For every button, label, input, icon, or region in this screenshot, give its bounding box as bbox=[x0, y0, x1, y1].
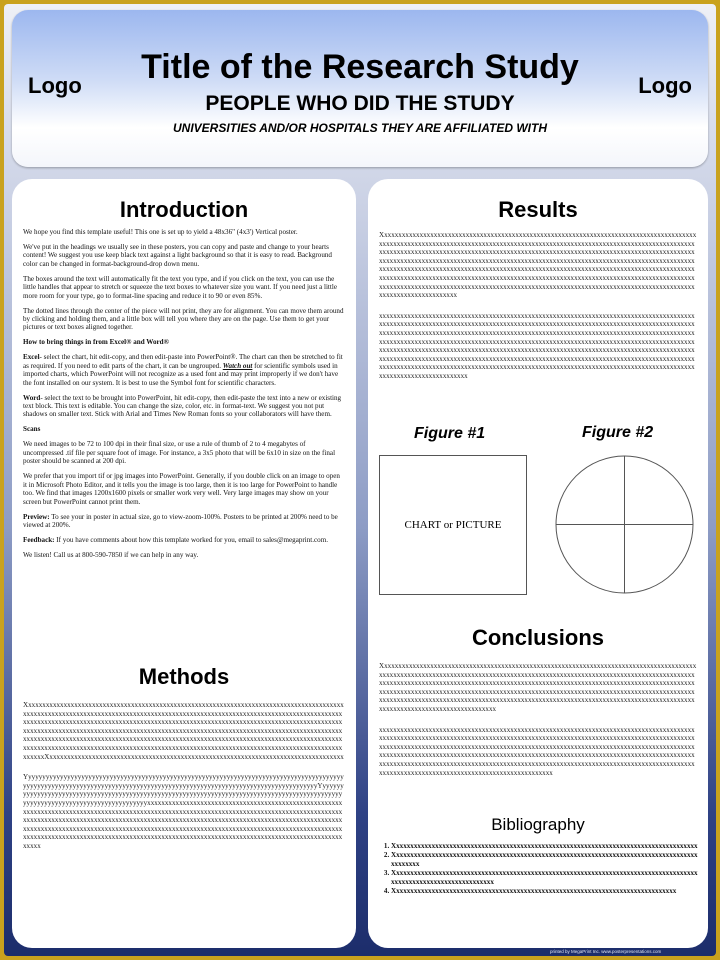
bibliography-item: 2. Xxxxxxxxxxxxxxxxxxxxxxxxxxxxxxxxxxxxxxxxxxxxxxxxxxxxxxxxxxxxxxxxxxxxxxxxxxxxxxxxxxxxxxxxxxxxxx bbox=[391, 851, 701, 868]
bibliography-item: 3. Xxxxxxxxxxxxxxxxxxxxxxxxxxxxxxxxxxxxxxxxxxxxxxxxxxxxxxxxxxxxxxxxxxxxxxxxxxxxxxxxxxxxxxxxxxxxxxxxxxxxxxxxxxxxxxxxxxx bbox=[391, 869, 701, 886]
methods-paragraph-2: YyyyyyyyyyyyyyyyyyyyyyyyyyyyyyyyyyyyyyyyyyyyyyyyyyyyyyyyyyyyyyyyyyyyyyyyyyyyyyyyyyyyyyyyyyyyyyyyyyyyyyyyyyyyyyyyyyyyyyyyyyyyyyyyyyyyyyyyyyyyyyyyyyyyyyyyyyyyyyyyyyyyyyyyyyyyyYyyyyyyyyyyyyyyyyyyyyyyyyyyyyyyyyyyyyyyyyyyyyyyyyyyyyyyyyyyyyyyyyyyyyyyyyyyyyyyyyyyyyyyyyyyyyyyyyyyyyyyyyyyyyyyyyyyyyyyyyyyyyyyyyyyyxxxxxxxxxxxxxxxxxxxxxxxxxxxxxxxxxxxxxxxxxxxxxxxxxxxxxxxxxxxxxxxxxxxxxxxxxxxxxxxxxxxxxxxxxxxxxxxxxxxxxxxxxxxxxxxxxxxxxxxxxxxxxxxxxxxxxxxxxxxxxxxxxxxxxxxxxxxxxxxxxxxxxxxxxxxxxxxxxxxxxxxxxxxxxxxxxxxxxxxxxxxxxxxxxxxxxxxxxxxxxxxxxxxxxxxxxxxxxxxxxxxxxxxxxxxxxxxxxxxxxxxxxxxxxxxxxxxxxxxxxxxxxxxxxxxxxxxxxxxxxxxxxxxxxxxxxxxxxxxxxxxxxxxxxxxxxxxxxxxxxxxxxxxxxxxxxxxxxxxxxxxxxxxxxxxxxxxxxxxxxxxxxxxxxxxxxxxxxxxxxxxxxxxxxxxxxxxxxxxx bbox=[23, 773, 344, 850]
left-column-panel bbox=[12, 179, 356, 948]
conclusions-paragraph-2: xxxxxxxxxxxxxxxxxxxxxxxxxxxxxxxxxxxxxxxxxxxxxxxxxxxxxxxxxxxxxxxxxxxxxxxxxxxxxxxxxxxxxxxxxxxxxxxxxxxxxxxxxxxxxxxxxxxxxxxxxxxxxxxxxxxxxxxxxxxxxxxxxxxxxxxxxxxxxxxxxxxxxxxxxxxxxxxxxxxxxxxxxxxxxxxxxxxxxxxxxxxxxxxxxxxxxxxxxxxxxxxxxxxxxxxxxxxxxxxxxxxxxxxxxxxxxxxxxxxxxxxxxxxxxxxxxxxxxxxxxxxxxxxxxxxxxxxxxxxxxxxxxxxxxxxxxxxxxxxxxxxxxxxxxxxxxxxxxxxxxxxxxxxxxxxxxxxxxxxxxxxxxxxxxxxxxxxxxxxxxxxxxxxxxxxxxxxxxxxxxxxxxxxxxxxxxxxxxxxxxxxxxxxxxxxxxxxxxxxxxxxxxxxxxxxxxxxxxxxxxxxxxxxxxxxxxxxxxxxxxxxxxxxxxxxxxx bbox=[379, 725, 695, 777]
poster-header bbox=[12, 10, 708, 167]
right-column-panel bbox=[368, 179, 708, 948]
poster-background bbox=[4, 4, 716, 956]
methods-heading: Methods bbox=[138, 664, 230, 689]
scans-paragraph-1: We need images to be 72 to 100 dpi in their final size, or use a rule of thumb of 2 to 4 megabytes of uncompressed .tif file per square foot of image. For instance, a 3x5 photo that will be 6x10 in size on the final poster should be scanned at 200 dpi. bbox=[23, 440, 336, 466]
bibliography-item: 1. Xxxxxxxxxxxxxxxxxxxxxxxxxxxxxxxxxxxxxxxxxxxxxxxxxxxxxxxxxxxxxxxxxxxxxxxxxxxxxxxxxxxxxx bbox=[391, 842, 701, 850]
scans-heading-text: Scans bbox=[23, 425, 41, 434]
logo-right: Logo bbox=[638, 73, 692, 98]
preview-paragraph bbox=[23, 513, 345, 530]
conclusions-text bbox=[379, 662, 697, 789]
bibliography-list bbox=[380, 842, 701, 896]
excel-text-b: for scientific symbols used in imported charts, which PowerPoint will not recognize as a used font and may print improperly if we don't have the font installed on our system. It is best to use the Symbol font for scientific characters. bbox=[23, 361, 339, 387]
results-text bbox=[379, 231, 697, 393]
watch-out-text: Watch out bbox=[222, 361, 253, 370]
poster-title: Title of the Research Study bbox=[141, 48, 579, 86]
scans-paragraph-2: We prefer that you import tif or jpg images into PowerPoint. Generally, if you double click on an image to open it in Microsoft Photo Editor, and it tells you the image is too large, then it is too large for PowerPoint to handle too. We find that images 1200x1600 pixels or smaller work very well. Very large images may show on your screen but PowerPoint cannot print them. bbox=[23, 472, 340, 506]
feedback-paragraph bbox=[23, 536, 345, 544]
intro-paragraph-1: We hope you find this template useful! This one is set up to yield a 48x36" (4x3') Vertical poster. bbox=[23, 228, 298, 236]
howto-heading bbox=[23, 338, 345, 346]
figure-2-circle bbox=[555, 455, 694, 594]
feedback-text: If you have comments about how this template worked for you, email to sales@megaprint.com. bbox=[54, 535, 328, 544]
logo-left: Logo bbox=[28, 73, 82, 98]
excel-label: Excel bbox=[23, 353, 40, 362]
conclusions-paragraph-1: Xxxxxxxxxxxxxxxxxxxxxxxxxxxxxxxxxxxxxxxxxxxxxxxxxxxxxxxxxxxxxxxxxxxxxxxxxxxxxxxxxxxxxxxxxxxxxxxxxxxxxxxxxxxxxxxxxxxxxxxxxxxxxxxxxxxxxxxxxxxxxxxxxxxxxxxxxxxxxxxxxxxxxxxxxxxxxxxxxxxxxxxxxxxxxxxxxxxxxxxxxxxxxxxxxxxxxxxxxxxxxxxxxxxxxxxxxxxxxxxxxxxxxxxxxxxxxxxxxxxxxxxxxxxxxxxxxxxxxxxxxxxxxxxxxxxxxxxxxxxxxxxxxxxxxxxxxxxxxxxxxxxxxxxxxxxxxxxxxxxxxxxxxxxxxxxxxxxxxxxxxxxxxxxxxxxxxxxxxxxxxxxxxxxxxxxxxxxxxxxxxxxxxxxxxxxxxxxxxxxxxxxxxxxxxxxxxxxxxxxxxxxxxxxxxxxxxxxxxxxxxxxxxxxxxxxxxxxxxx bbox=[379, 662, 697, 713]
introduction-heading: Introduction bbox=[119, 197, 249, 222]
printer-credit: printed by MegaPrint Inc. www.posterpresentations.com bbox=[550, 949, 662, 954]
methods-text bbox=[23, 701, 345, 863]
poster-authors: PEOPLE WHO DID THE STUDY bbox=[205, 92, 515, 115]
conclusions-heading: Conclusions bbox=[471, 625, 604, 650]
introduction-text bbox=[23, 228, 345, 566]
methods-paragraph-1: XxxxxxxxxxxxxxxxxxxxxxxxxxxxxxxxxxxxxxxxxxxxxxxxxxxxxxxxxxxxxxxxxxxxxxxxxxxxxxxxxxxxxxxxxxxxxxxxxxxxxxxxxxxxxxxxxxxxxxxxxxxxxxxxxxxxxxxxxxxxxxxxxxxxxxxxxxxxxxxxxxxxxxxxxxxxxxxxxxxxxxxxxxxxxxxxxxxxxxxxxxxxxxxxxxxxxxxxxxxxxxxxxxxxxxxxxxxxxxxxxxxxxxxxxxxxxxxxxxxxxxxxxxxxxxxxxxxxxxxxxxxxxxxxxxxxxxxxxxxxxxxxxxxxxxxxxxxxxxxxxxxxxxxxxxxxxxxxxxxxxxxxxxxxxxxxxxxxxxxxxxxxxxxxxxxxxxxxxxxxxxxxxxxxxxxxxxxxxxxxxxxxxxxxxxxxxxxxxxxxxxxxxxxxxxxxxxxxxxxxxxxxxxxxxxxxxxxxxxxxxxxxxxxxxxxxxxxxxxxxxxxxxxxxxxxxxxxxxxxxxxxxxxxxxxxxxxxxxxxxxxxxxxxxxxxxxxxxxxxxxxxxxxXxxxxxxxxxxxxxxxxxxxxxxxxxxxxxxxxxxxxxxxxxxxxxxxxxxxxxxxxxxxxxxxxxxxxxxxxxxxxxxxxxxx bbox=[23, 701, 344, 761]
intro-paragraph-3: The boxes around the text will automatically fit the text you type, and if you click on the text, you can use the little handles that appear to stretch or squeeze the text boxes to whatever size you want. If you need just a little more room for your type, go to format-line spacing and reduce it to 90 or even 85%. bbox=[23, 274, 337, 300]
bibliography-heading: Bibliography bbox=[491, 815, 585, 834]
figure-1-placeholder bbox=[379, 455, 527, 595]
howto-heading-text: How to bring things in from Excel® and Word® bbox=[23, 338, 169, 347]
listen-paragraph: We listen! Call us at 800-590-7850 if we can help in any way. bbox=[23, 550, 199, 559]
figure-1-placeholder-text: CHART or PICTURE bbox=[404, 519, 502, 531]
intro-paragraph-4: The dotted lines through the center of the piece will not print, they are for alignment. You can move them around by clicking and holding them, and a little box will tell you where they are on the page. Use them to get your pictures or text boxes aligned together. bbox=[23, 306, 344, 332]
scans-heading bbox=[23, 425, 345, 433]
excel-text-a: - select the chart, hit edit-copy, and then edit-paste into PowerPoint®. The chart can then be stretched to fit as required. If you need to edit parts of the chart, it can be ungrouped. bbox=[23, 353, 343, 370]
excel-paragraph bbox=[23, 353, 345, 387]
preview-label: Preview: bbox=[23, 512, 50, 521]
word-text: - select the text to be brought into PowerPoint, hit edit-copy, then edit-paste the text into a new or existing text block. This text is editable. You can change the size, color, etc. in format-text. We suggest you not put shadows on smaller text. Stick with Arial and Times New Roman fonts so your collaborators will have them. bbox=[23, 393, 342, 419]
intro-paragraph-2: We've put in the headings we usually see in these posters, you can copy and paste and change to your hearts content! We suggest you use keep black text against a light background so that it is easy to read. Background color can be changed in format-background-drop down menu. bbox=[23, 243, 332, 268]
feedback-label: Feedback: bbox=[23, 535, 55, 544]
poster-affiliations: UNIVERSITIES AND/OR HOSPITALS THEY ARE AFFILIATED WITH bbox=[172, 121, 547, 135]
preview-text: To see your in poster in actual size, go to view-zoom-100%. Posters to be printed at 200% need to be viewed at 200%. bbox=[23, 512, 338, 529]
bibliography-item: 4. Xxxxxxxxxxxxxxxxxxxxxxxxxxxxxxxxxxxxxxxxxxxxxxxxxxxxxxxxxxxxxxxxxxxxxxxxxxxxxxxx bbox=[391, 887, 701, 895]
figure-1-label: Figure #1 bbox=[414, 425, 486, 442]
figure-2-label: Figure #2 bbox=[582, 424, 654, 441]
results-paragraph-2: xxxxxxxxxxxxxxxxxxxxxxxxxxxxxxxxxxxxxxxxxxxxxxxxxxxxxxxxxxxxxxxxxxxxxxxxxxxxxxxxxxxxxxxxxxxxxxxxxxxxxxxxxxxxxxxxxxxxxxxxxxxxxxxxxxxxxxxxxxxxxxxxxxxxxxxxxxxxxxxxxxxxxxxxxxxxxxxxxxxxxxxxxxxxxxxxxxxxxxxxxxxxxxxxxxxxxxxxxxxxxxxxxxxxxxxxxxxxxxxxxxxxxxxxxxxxxxxxxxxxxxxxxxxxxxxxxxxxxxxxxxxxxxxxxxxxxxxxxxxxxxxxxxxxxxxxxxxxxxxxxxxxxxxxxxxxxxxxxxxxxxxxxxxxxxxxxxxxxxxxxxxxxxxxxxxxxxxxxxxxxxxxxxxxxxxxxxxxxxxxxxxxxxxxxxxxxxxxxxxxxxxxxxxxxxxxxxxxxxxxxxxxxxxxxxxxxxxxxxxxxxxxxxxxxxxxxxxxxxxxxxxxxxxxxxxxxxxxxxxxxxxxxxxxxxxxxxxxxxxxxxxxxxxxxxxxxxxxxxxxxxxxxxxxxxxxxxxxxxxxxxxxxxxxxxxxxxxxxxxxxxxxxxxxxxxxxxxxxxxxxxxxxxxxxxxxxxxxxxxxxxxxxxxxxxxxxxxxxxxxxxxxxxxx bbox=[379, 311, 695, 380]
results-heading: Results bbox=[498, 197, 578, 222]
word-label: Word bbox=[23, 393, 41, 402]
word-paragraph bbox=[23, 394, 345, 419]
results-paragraph-1: Xxxxxxxxxxxxxxxxxxxxxxxxxxxxxxxxxxxxxxxxxxxxxxxxxxxxxxxxxxxxxxxxxxxxxxxxxxxxxxxxxxxxxxxxxxxxxxxxxxxxxxxxxxxxxxxxxxxxxxxxxxxxxxxxxxxxxxxxxxxxxxxxxxxxxxxxxxxxxxxxxxxxxxxxxxxxxxxxxxxxxxxxxxxxxxxxxxxxxxxxxxxxxxxxxxxxxxxxxxxxxxxxxxxxxxxxxxxxxxxxxxxxxxxxxxxxxxxxxxxxxxxxxxxxxxxxxxxxxxxxxxxxxxxxxxxxxxxxxxxxxxxxxxxxxxxxxxxxxxxxxxxxxxxxxxxxxxxxxxxxxxxxxxxxxxxxxxxxxxxxxxxxxxxxxxxxxxxxxxxxxxxxxxxxxxxxxxxxxxxxxxxxxxxxxxxxxxxxxxxxxxxxxxxxxxxxxxxxxxxxxxxxxxxxxxxxxxxxxxxxxxxxxxxxxxxxxxxxxxxxxxxxxxxxxxxxxxxxxxxxxxxxxxxxxxxxxxxxxxxxxxxxxxxxxxxxxxxxxxxxxxxxxxxxxxxxxxxxxxxxxxxxxxxxxxxxxxxxxxxxxxxxxxxxxxxxxxxxxxxxxxxxxxxxxxxxxxxxxxxxxxxxxxxxxxxxxxxxxxxxxxxxx bbox=[379, 231, 697, 300]
